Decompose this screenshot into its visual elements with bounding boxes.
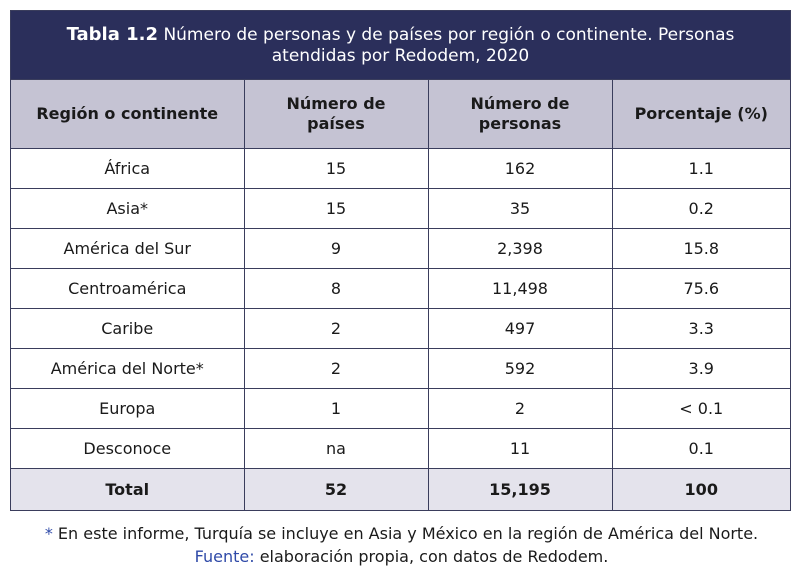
cell-percent: 15.8	[612, 229, 790, 269]
table-row	[11, 429, 790, 469]
cell-countries: 2	[244, 309, 428, 349]
total-row	[11, 469, 790, 511]
table-row	[11, 309, 790, 349]
table-footer	[11, 469, 790, 511]
table-row	[11, 389, 790, 429]
header-row	[11, 80, 790, 149]
cell-countries: 8	[244, 269, 428, 309]
header-percent: Porcentaje (%)	[612, 80, 790, 149]
cell-countries: 9	[244, 229, 428, 269]
cell-region: Asia*	[11, 189, 244, 229]
cell-percent: 0.2	[612, 189, 790, 229]
header-countries	[244, 80, 428, 149]
table-caption	[11, 11, 790, 79]
table-row	[11, 349, 790, 389]
data-table	[11, 79, 790, 510]
header-region: Región o continente	[11, 80, 244, 149]
header-countries-line-1: Número de	[286, 94, 386, 113]
cell-persons: 162	[428, 149, 612, 189]
header-persons-line-2: personas	[478, 114, 562, 133]
source-label: Fuente:	[194, 547, 255, 566]
table-frame	[10, 10, 791, 511]
caption-line-1	[11, 24, 790, 46]
cell-percent: 75.6	[612, 269, 790, 309]
cell-countries: 2	[244, 349, 428, 389]
cell-region: África	[11, 149, 244, 189]
cell-persons: 35	[428, 189, 612, 229]
cell-percent: 3.9	[612, 349, 790, 389]
cell-countries: na	[244, 429, 428, 469]
cell-countries: 15	[244, 189, 428, 229]
table-row	[11, 189, 790, 229]
cell-persons: 497	[428, 309, 612, 349]
cell-percent: 0.1	[612, 429, 790, 469]
caption-label: Tabla 1.2	[66, 24, 159, 45]
total-percent: 100	[612, 469, 790, 511]
table-header	[11, 80, 790, 149]
source-note	[0, 545, 803, 568]
caption-title-line-2: atendidas por Redodem, 2020	[271, 46, 530, 66]
cell-region: Europa	[11, 389, 244, 429]
cell-countries: 15	[244, 149, 428, 189]
table-notes	[0, 522, 803, 568]
header-persons-line-1: Número de	[470, 94, 570, 113]
table-row	[11, 229, 790, 269]
cell-persons: 2	[428, 389, 612, 429]
cell-region: América del Sur	[11, 229, 244, 269]
cell-region: Desconoce	[11, 429, 244, 469]
table-body	[11, 149, 790, 469]
source-text: elaboración propia, con datos de Redodem.	[254, 547, 609, 566]
cell-persons: 2,398	[428, 229, 612, 269]
caption-title-line-1: Número de personas y de países por región o continente. Personas	[163, 25, 735, 45]
header-countries-line-2: países	[307, 114, 365, 133]
cell-percent: < 0.1	[612, 389, 790, 429]
total-countries: 52	[244, 469, 428, 511]
total-region: Total	[11, 469, 244, 511]
cell-countries: 1	[244, 389, 428, 429]
cell-percent: 3.3	[612, 309, 790, 349]
footnote-text: En este informe, Turquía se incluye en Asia y México en la región de América del Norte.	[52, 524, 759, 543]
total-persons: 15,195	[428, 469, 612, 511]
table-row	[11, 149, 790, 189]
cell-region: Centroamérica	[11, 269, 244, 309]
cell-region: América del Norte*	[11, 349, 244, 389]
footnote-asterisk: *	[44, 524, 53, 543]
cell-percent: 1.1	[612, 149, 790, 189]
footnote	[0, 522, 803, 545]
header-persons	[428, 80, 612, 149]
table-row	[11, 269, 790, 309]
cell-persons: 11	[428, 429, 612, 469]
cell-region: Caribe	[11, 309, 244, 349]
cell-persons: 11,498	[428, 269, 612, 309]
cell-persons: 592	[428, 349, 612, 389]
